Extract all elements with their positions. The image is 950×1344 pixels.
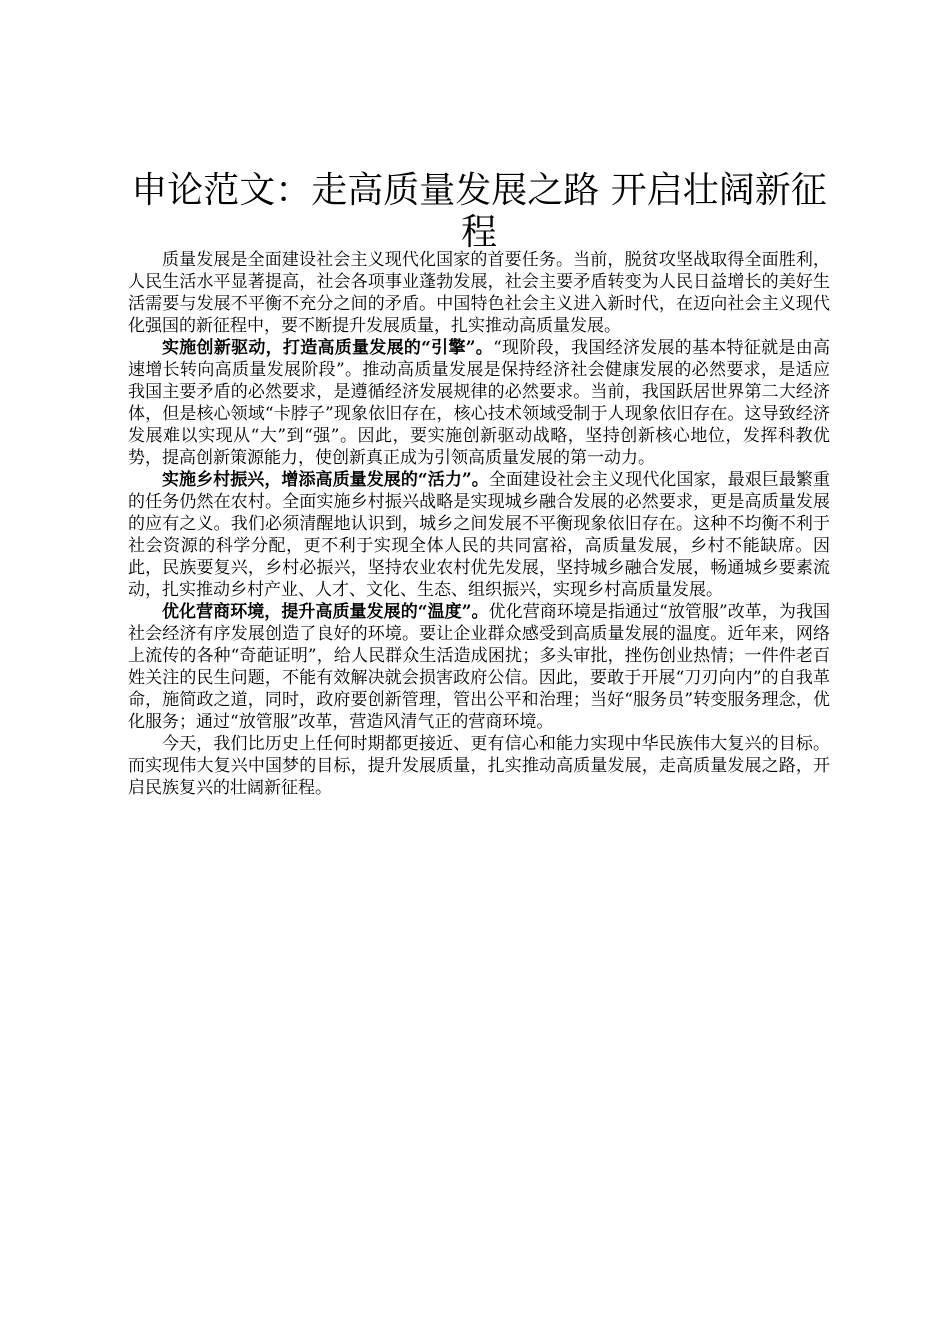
paragraph-text: 全面建设社会主义现代化国家，最艰巨最繁重的任务仍然在农村。全面实施乡村振兴战略是实现城乡融合发展的必然要求，更是高质量发展的应有之义。我们必须清醒地认识到，城乡之间发展不平衡现象依旧存在。这种不均衡不利于社会资源的科学分配，更不利于实现全体人民的共同富裕，高质量发展，乡村不能缺席。因此，民族要复兴，乡村必振兴，坚持农业农村优先发展，坚持城乡融合发展，畅通城乡要素流动，扎实推动乡村产业、人才、文化、生态、组织振兴，实现乡村高质量发展。 bbox=[128, 470, 830, 600]
paragraph-business bbox=[128, 601, 830, 733]
paragraph-lead: 实施乡村振兴，增添高质量发展的“活力”。 bbox=[162, 470, 489, 490]
document-title: 申论范文：走高质量发展之路 开启壮阔新征程 bbox=[131, 170, 827, 253]
paragraph-text: 优化营商环境是指通过“放管服”改革，为我国社会经济有序发展创造了良好的环境。要让企业群众感受到高质量发展的温度。近年来，网络上流传的各种“奇葩证明”，给人民群众生活造成困扰；多头审批，挫伤创业热情；一件件老百姓关注的民生问题，不能有效解决就会损害政府公信。因此，要敢于开展“刀刃向内”的自我革命，施简政之道，同时，政府要创新管理，管出公平和治理；当好“服务员”转变服务理念，优化服务；通过“放管服”改革，营造风清气正的营商环境。 bbox=[128, 602, 830, 732]
paragraph-text: 质量发展是全面建设社会主义现代化国家的首要任务。当前，脱贫攻坚战取得全面胜利，人民生活水平显著提高，社会各项事业蓬勃发展，社会主要矛盾转变为人民日益增长的美好生活需要与发展不平衡不充分之间的矛盾。中国特色社会主义进入新时代，在迈向社会主义现代化强国的新征程中，要不断提升发展质量，扎实推动高质量发展。 bbox=[128, 250, 830, 336]
paragraph-lead: 实施创新驱动，打造高质量发展的“引擎”。 bbox=[162, 338, 494, 358]
paragraph-text: “现阶段，我国经济发展的基本特征就是由高速增长转向高质量发展阶段”。推动高质量发展是保持经济社会健康发展的必然要求，是适应我国主要矛盾的必然要求，是遵循经济发展规律的必然要求。当前，我国跃居世界第二大经济体，但是核心领域“卡脖子”现象依旧存在，核心技术领域受制于人现象依旧存在。这导致经济发展难以实现从“大”到“强”。因此，要实施创新驱动战略，坚持创新核心地位，发挥科教优势，提高创新策源能力，使创新真正成为引领高质量发展的第一动力。 bbox=[128, 338, 830, 468]
paragraph-intro bbox=[128, 249, 830, 337]
paragraph-lead: 优化营商环境，提升高质量发展的“温度”。 bbox=[162, 602, 489, 622]
paragraph-conclusion bbox=[128, 733, 830, 799]
paragraph-text: 今天，我们比历史上任何时期都更接近、更有信心和能力实现中华民族伟大复兴的目标。而实现伟大复兴中国梦的目标，提升发展质量，扎实推动高质量发展，走高质量发展之路，开启民族复兴的壮阔新征程。 bbox=[128, 734, 830, 798]
paragraph-rural bbox=[128, 469, 830, 601]
document-body bbox=[128, 249, 830, 799]
paragraph-innovation bbox=[128, 337, 830, 469]
